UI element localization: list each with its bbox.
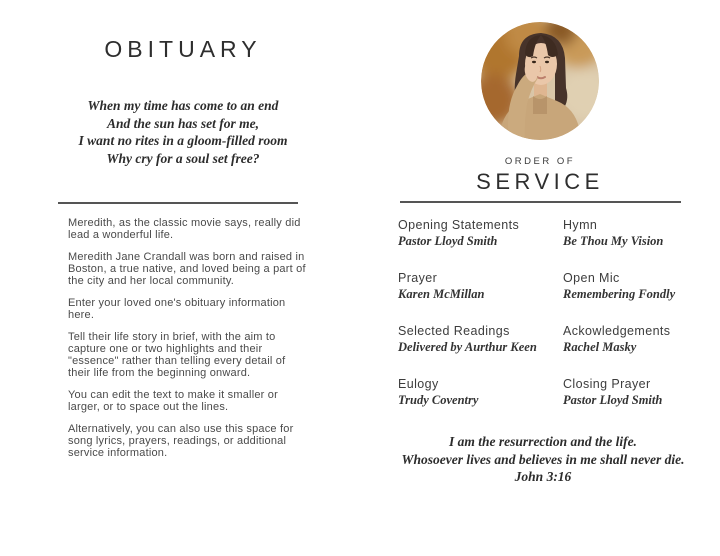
service-item-label: Eulogy [398,377,439,391]
service-item-detail: Trudy Coventry [398,393,479,407]
poem-line: When my time has come to an end [87,98,279,113]
order-of-label: ORDER OF [504,156,576,167]
circular-portrait-photo [481,22,599,140]
right-page-divider [400,201,681,203]
service-item-detail: Pastor Lloyd Smith [398,234,498,248]
service-item-detail: Rachel Masky [563,340,637,354]
portrait-illustration [481,22,599,140]
service-item [398,377,563,430]
obituary-paragraph: You can edit the text to make it smaller or larger, or to space out the lines. [68,389,278,413]
service-heading: SERVICE [476,169,604,194]
obituary-paragraph: Meredith Jane Crandall was born and raised in Boston, a true native, and loved being a part of the city and her local community. [68,251,306,287]
left-page-divider [58,202,298,204]
service-item [563,324,693,377]
service-item-label: Ackowledgements [563,324,671,338]
poem-line: I want no rites in a gloom-filled room [78,133,288,148]
obituary-body [68,217,311,469]
poem-line: Why cry for a soul set free? [106,150,260,166]
quote-line: I am the resurrection and the life. [449,434,637,449]
service-item-detail: Karen McMillan [398,287,485,301]
service-item-detail: Remembering Fondly [563,287,676,301]
service-item [563,271,693,324]
obituary-paragraph: Tell their life story in brief, with the aim to capture one or two highlights and their "essence" rather than telling every detail of their life from the beginning onward. [68,331,286,379]
order-of-service-list [398,218,693,430]
quote-line: Whosoever lives and believes in me shall never die. [401,451,685,467]
service-item-label: Prayer [398,271,438,285]
service-item-detail: Be Thou My Vision [563,234,664,248]
obituary-paragraph: Enter your loved one's obituary information here. [68,297,286,321]
quote-line: John 3:16 [514,469,572,484]
service-item-label: Selected Readings [398,324,510,338]
service-item-label: Closing Prayer [563,377,651,391]
service-item-label: Hymn [563,218,598,232]
obituary-title: OBITUARY [104,36,262,62]
service-item-label: Opening Statements [398,218,520,232]
closing-scripture-quote [388,433,698,486]
poem-line: And the sun has set for me, [107,115,259,131]
service-item [398,218,563,271]
memorial-poem [35,97,331,167]
service-item [398,324,563,377]
obituary-paragraph: Alternatively, you can also use this space for song lyrics, prayers, readings, or additional service information. [68,423,294,459]
service-item-detail: Pastor Lloyd Smith [563,393,663,407]
service-item-label: Open Mic [563,271,620,285]
service-item-detail: Delivered by Aurthur Keen [398,340,537,354]
service-item [398,271,563,324]
service-item [563,377,693,430]
obituary-paragraph: Meredith, as the classic movie says, really did lead a wonderful life. [68,217,301,241]
service-item [563,218,693,271]
